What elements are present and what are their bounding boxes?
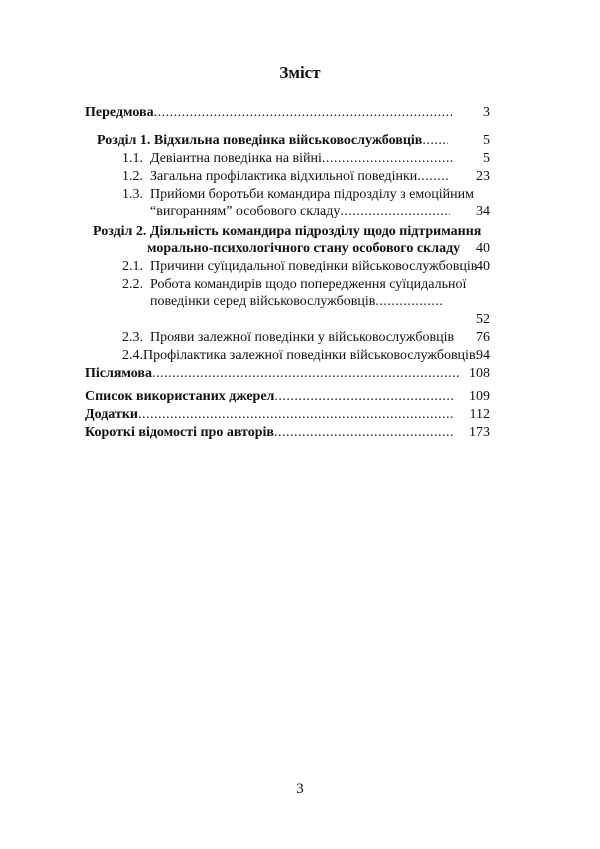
toc-entry-number: 1.2. — [122, 169, 143, 184]
toc-entry-title: Девіантна поведінка на війні — [150, 151, 322, 166]
toc-entry-title: Загальна профілактика відхильної поведінки — [150, 169, 418, 184]
dot-leader — [417, 168, 450, 185]
toc-entry-title: Додатки — [85, 407, 138, 422]
toc-entry-2-1[interactable] — [122, 258, 490, 275]
toc-entry-appendices[interactable] — [85, 406, 490, 423]
toc-entry-title: Короткі відомості про авторів — [85, 425, 274, 440]
dot-leader — [152, 365, 460, 382]
toc-entry-title: Робота командирів щодо попередження суїцидальної — [150, 277, 467, 292]
dot-leader — [322, 150, 454, 167]
toc-entry-1-1[interactable] — [122, 150, 490, 167]
page-number: 3 — [296, 781, 304, 797]
toc-entry-2-4[interactable] — [122, 347, 490, 364]
toc-entry-title: Післямова — [85, 366, 152, 381]
toc-entry-title: Профілактика залежної поведінки військовослужбовців. — [143, 348, 480, 363]
dot-leader — [154, 104, 452, 121]
dot-leader — [274, 424, 454, 441]
toc-entry-title: Причини суїцидальної поведінки військовослужбовців — [150, 259, 478, 274]
toc-entry-2-3[interactable] — [122, 329, 490, 346]
page-title: Зміст — [279, 63, 321, 82]
toc-entry-page: 40 — [476, 241, 490, 256]
toc-entry-2-2[interactable] — [122, 276, 490, 327]
toc-entry-page: 3 — [483, 105, 490, 120]
toc-entry-title-cont: морально-психологічного стану особового складу — [147, 241, 461, 256]
toc-entry-chapter-2[interactable] — [93, 223, 490, 257]
dot-leader — [138, 406, 454, 423]
toc-entry-page: 76 — [476, 330, 490, 345]
toc-entry-page: 112 — [469, 407, 490, 422]
toc-entry-page: 5 — [483, 151, 490, 166]
toc-entry-page: 94 — [476, 348, 490, 363]
toc-entry-title: Розділ 1. Відхильна поведінка військовослужбовців — [97, 133, 423, 148]
toc-entry-chapter-1[interactable] — [97, 132, 490, 149]
toc-entry-title-cont: поведінки серед військовослужбовців — [150, 294, 376, 309]
toc-entry-page: 109 — [469, 389, 490, 404]
toc-entry-title: Розділ 2. Діяльність командира підрозділу щодо підтримання — [93, 224, 482, 239]
dot-leader — [422, 132, 448, 149]
toc-entry-title-cont: “вигоранням” особового складу — [150, 204, 341, 219]
toc-entry-1-3[interactable] — [122, 186, 490, 220]
toc-entry-number: 2.3. — [122, 330, 143, 345]
toc-entry-title: Передмова — [85, 105, 154, 120]
toc-entry-number: 2.2. — [122, 277, 143, 292]
toc-entry-page: 5 — [483, 133, 490, 148]
toc-entry-foreword[interactable] — [85, 104, 490, 121]
toc-entry-page: 23 — [476, 169, 490, 184]
toc-entry-title: Прояви залежної поведінки у військовослужбовців — [150, 330, 455, 345]
toc-entry-number: 2.4. — [122, 348, 143, 363]
toc-entry-title: Список використаних джерел — [85, 389, 275, 404]
toc-entry-page: 34 — [476, 204, 490, 219]
dot-leader — [274, 388, 454, 405]
dot-leader — [375, 293, 442, 310]
toc-entry-number: 1.1. — [122, 151, 143, 166]
toc-entry-references[interactable] — [85, 388, 490, 405]
toc-entry-page: 108 — [469, 366, 490, 381]
toc-entry-1-2[interactable] — [122, 168, 490, 185]
toc-entry-afterword[interactable] — [85, 365, 490, 382]
toc-entry-number: 2.1. — [122, 259, 143, 274]
dot-leader — [340, 203, 450, 220]
toc-entry-page: 40 — [476, 259, 490, 274]
toc-entry-number: 1.3. — [122, 187, 143, 202]
toc-entry-title: Прийоми боротьби командира підрозділу з емоційним — [150, 187, 474, 202]
toc-entry-page: 52 — [476, 312, 490, 327]
toc-entry-page: 173 — [469, 425, 490, 440]
toc-entry-authors[interactable] — [85, 424, 490, 441]
